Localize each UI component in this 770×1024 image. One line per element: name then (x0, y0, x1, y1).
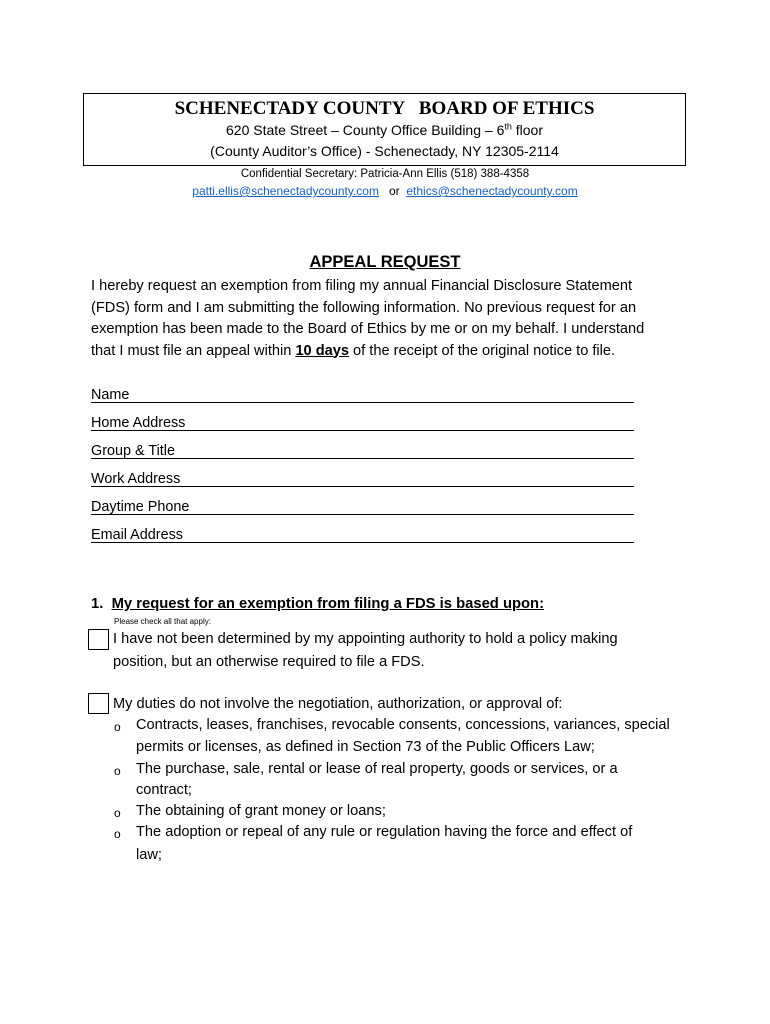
intro-line: I hereby request an exemption from filing my annual Financial Disclosure Statement (91, 278, 633, 294)
page-title: APPEAL REQUEST (309, 253, 461, 271)
work-address-label: Work Address (91, 471, 181, 487)
address-line-1: 620 State Street – County Office Building – 6th floor (226, 121, 543, 138)
intro-line: exemption has been made to the Board of Ethics by me or on my behalf. I understand (91, 321, 645, 337)
secretary-contact: Confidential Secretary: Patricia-Ann Ellis (518) 388-4358 (240, 168, 530, 180)
group-title-label: Group & Title (91, 443, 175, 459)
group-title-field[interactable] (91, 438, 634, 459)
bullet-icon: o (114, 827, 121, 841)
work-address-field[interactable] (91, 466, 634, 487)
bullet-1-line-2: permits or licenses, as defined in Section 73 of the Public Officers Law; (136, 739, 595, 755)
name-field[interactable] (91, 382, 634, 403)
email-address-label: Email Address (91, 527, 183, 543)
email-link-patti[interactable]: patti.ellis@schenectadycounty.com (192, 184, 379, 198)
home-address-label: Home Address (91, 415, 186, 431)
intro-paragraph (91, 276, 691, 362)
option-1-checkbox[interactable] (88, 629, 109, 650)
bullet-1-line-1: Contracts, leases, franchises, revocable consents, concessions, variances, special (136, 717, 670, 733)
option-2-text: My duties do not involve the negotiation, authorization, or approval of: (113, 696, 563, 712)
bullet-icon: o (114, 806, 121, 820)
option-1-line-2: position, but an otherwise required to file a FDS. (113, 654, 425, 670)
daytime-phone-label: Daytime Phone (91, 499, 190, 515)
daytime-phone-field[interactable] (91, 494, 634, 515)
option-1-line-1: I have not been determined by my appointing authority to hold a policy making (113, 631, 618, 647)
email-address-field[interactable] (91, 522, 634, 543)
email-separator: or (389, 184, 400, 198)
header-box (83, 93, 686, 166)
intro-line: (FDS) form and I am submitting the following information. No previous request for an (91, 299, 637, 316)
check-all-hint: Please check all that apply: (114, 617, 211, 626)
bullet-icon: o (114, 764, 121, 778)
org-title: SCHENECTADY COUNTY BOARD OF ETHICS (174, 98, 595, 119)
home-address-field[interactable] (91, 410, 634, 431)
bullet-icon: o (114, 720, 121, 734)
email-links (0, 184, 770, 198)
intro-line: that I must file an appeal within 10 days of the receipt of the original notice to file. (91, 342, 616, 359)
section-1-heading: 1. My request for an exemption from filing a FDS is based upon: (91, 596, 545, 612)
email-link-ethics[interactable]: ethics@schenectadycounty.com (406, 184, 578, 198)
bullet-4-line-1: The adoption or repeal of any rule or regulation having the force and effect of (136, 824, 633, 840)
bullet-3-line-1: The obtaining of grant money or loans; (136, 803, 386, 819)
option-2-checkbox[interactable] (88, 693, 109, 714)
address-line-2: (County Auditor’s Office) - Schenectady, NY 12305-2114 (210, 143, 559, 159)
bullet-4-line-2: law; (136, 847, 162, 863)
bullet-2-line-1: The purchase, sale, rental or lease of real property, goods or services, or a (136, 761, 618, 777)
name-label: Name (91, 387, 130, 403)
bullet-2-line-2: contract; (136, 782, 192, 798)
